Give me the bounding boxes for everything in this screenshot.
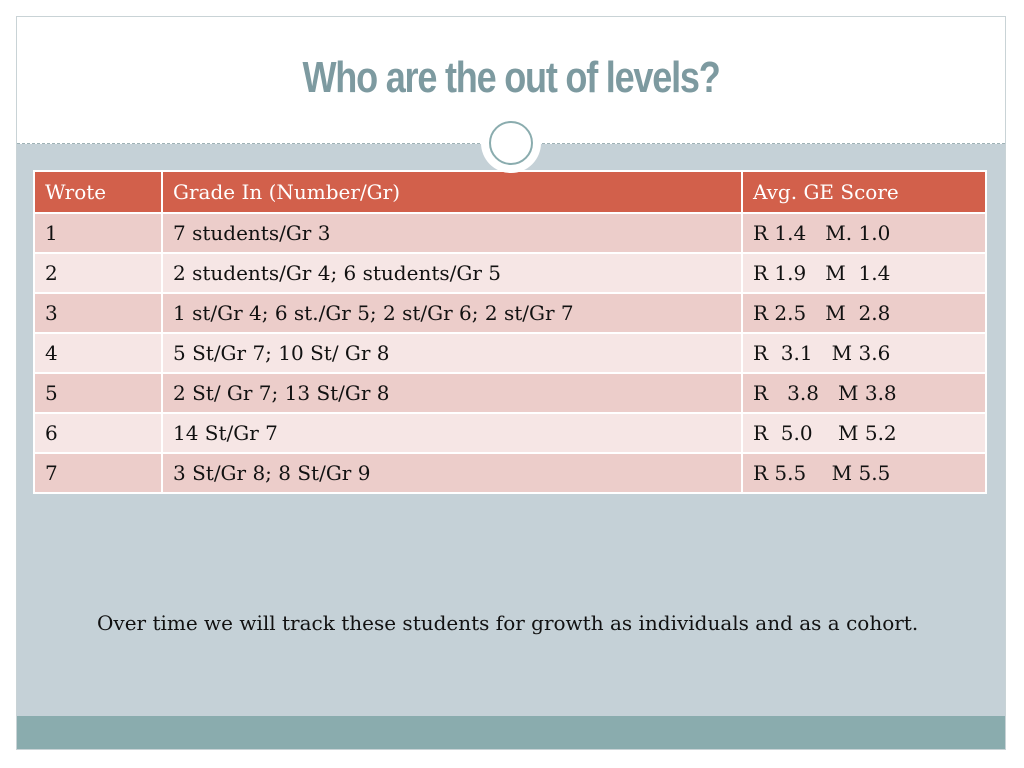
table-row [34,333,986,373]
cell-avg-score: R 5.5 M 5.5 [742,453,986,493]
cell-avg-score: R 3.8 M 3.8 [742,373,986,413]
cell-grade-in: 2 students/Gr 4; 6 students/Gr 5 [162,253,742,293]
table-header-row [34,171,986,213]
table-row [34,253,986,293]
slide-title: Who are the out of levels? [302,53,720,102]
table-row [34,453,986,493]
slide [16,16,1006,750]
cell-wrote: 4 [34,333,162,373]
header-wrote: Wrote [34,171,162,213]
cell-wrote: 5 [34,373,162,413]
table-row [34,213,986,253]
table-row [34,293,986,333]
header-avg-ge-score: Avg. GE Score [742,171,986,213]
cell-avg-score: R 1.9 M 1.4 [742,253,986,293]
cell-avg-score: R 2.5 M 2.8 [742,293,986,333]
divider-circle-ring [489,121,533,165]
cell-wrote: 3 [34,293,162,333]
cell-wrote: 7 [34,453,162,493]
cell-grade-in: 7 students/Gr 3 [162,213,742,253]
cell-avg-score: R 3.1 M 3.6 [742,333,986,373]
header-grade-in: Grade In (Number/Gr) [162,171,742,213]
cell-grade-in: 1 st/Gr 4; 6 st./Gr 5; 2 st/Gr 6; 2 st/Gr 7 [162,293,742,333]
table-row [34,373,986,413]
cell-wrote: 6 [34,413,162,453]
cell-grade-in: 2 St/ Gr 7; 13 St/Gr 8 [162,373,742,413]
divider-circle-ornament [481,113,541,173]
table-row [34,413,986,453]
out-of-levels-table [33,170,987,494]
tracking-note: Over time we will track these students for growth as individuals and as a cohort. [97,611,919,635]
cell-grade-in: 5 St/Gr 7; 10 St/ Gr 8 [162,333,742,373]
cell-avg-score: R 1.4 M. 1.0 [742,213,986,253]
cell-wrote: 1 [34,213,162,253]
cell-grade-in: 14 St/Gr 7 [162,413,742,453]
cell-grade-in: 3 St/Gr 8; 8 St/Gr 9 [162,453,742,493]
footer-band [17,716,1005,750]
cell-wrote: 2 [34,253,162,293]
cell-avg-score: R 5.0 M 5.2 [742,413,986,453]
